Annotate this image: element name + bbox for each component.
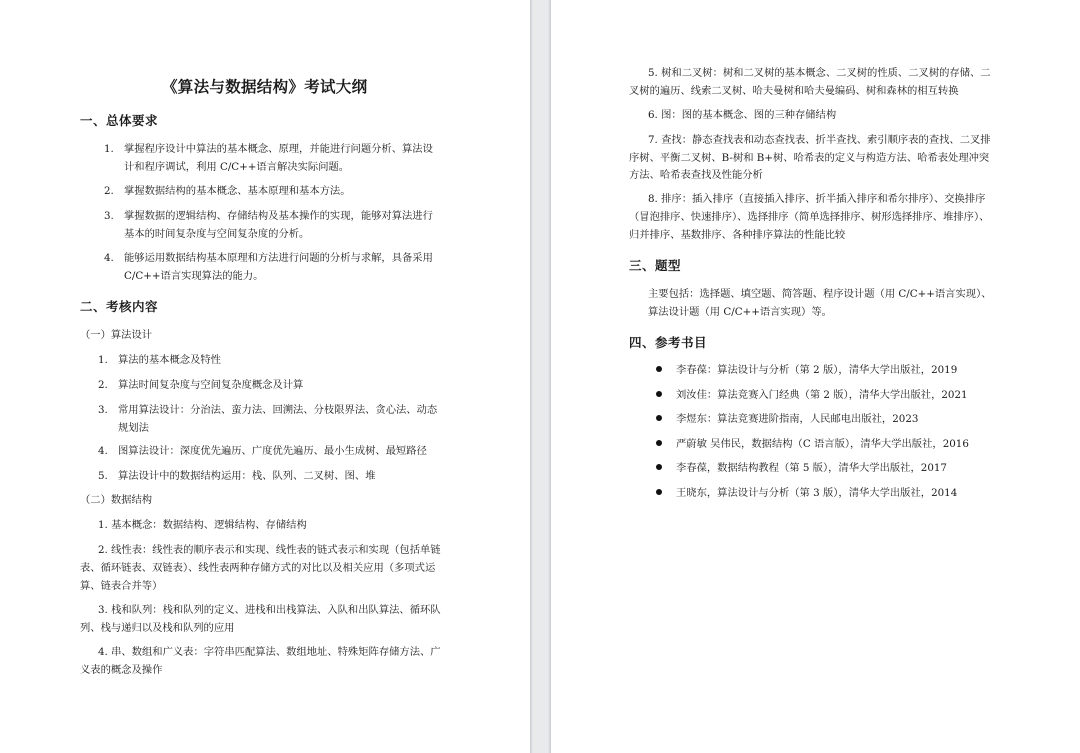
section-1-heading: 一、总体要求 xyxy=(80,113,159,128)
ds-3-line-1: 3. 栈和队列：栈和队列的定义、进栈和出栈算法、入队和出队算法、循环队 xyxy=(98,604,441,616)
ds-8-line-1: 8. 排序：插入排序（直接插入排序、折半插入排序和希尔排序）、交换排序 xyxy=(648,193,986,205)
req-4-line-2: C/C++语言实现算法的能力。 xyxy=(124,270,264,282)
ds-5-line-2: 叉树的遍历、线索二叉树、哈夫曼树和哈夫曼编码、树和森林的相互转换 xyxy=(629,85,959,97)
alg-2-num: 2. xyxy=(98,379,108,391)
bullet-icon xyxy=(656,489,662,495)
bullet-icon xyxy=(656,415,662,421)
alg-4-line-1: 图算法设计：深度优先遍历、广度优先遍历、最小生成树、最短路径 xyxy=(118,445,427,457)
alg-4-num: 4. xyxy=(98,445,108,457)
bullet-icon xyxy=(656,440,662,446)
book-5: 李春葆，数据结构教程（第 5 版），清华大学出版社，2017 xyxy=(676,462,947,474)
alg-5-num: 5. xyxy=(98,470,108,482)
ds-1-line-1: 1. 基本概念：数据结构、逻辑结构、存储结构 xyxy=(98,519,307,531)
alg-3-line-1: 常用算法设计：分治法、蛮力法、回溯法、分枝限界法、贪心法、动态 xyxy=(118,404,438,416)
book-6: 王晓东，算法设计与分析（第 3 版），清华大学出版社，2014 xyxy=(676,487,958,499)
req-3-line-1: 掌握数据的逻辑结构、存储结构及基本操作的实现，能够对算法进行 xyxy=(124,210,433,222)
ds-4-line-2: 义表的概念及操作 xyxy=(80,664,163,676)
ds-3-line-2: 列、栈与递归以及栈和队列的应用 xyxy=(80,622,235,634)
ds-5-line-1: 5. 树和二叉树：树和二叉树的基本概念、二叉树的性质、二叉树的存储、二 xyxy=(648,67,991,79)
book-4: 严蔚敏 吴伟民，数据结构（C 语言版），清华大学出版社，2016 xyxy=(676,438,969,450)
req-1-line-2: 计和程序调试，利用 C/C++语言解决实际问题。 xyxy=(124,161,350,173)
req-4-line-1: 能够运用数据结构基本原理和方法进行问题的分析与求解，具备采用 xyxy=(124,252,433,264)
req-3-num: 3. xyxy=(104,210,114,222)
section-2-heading: 二、考核内容 xyxy=(80,299,159,314)
bullet-icon xyxy=(656,464,662,470)
alg-5-line-1: 算法设计中的数据结构运用：栈、队列、二叉树、图、堆 xyxy=(118,470,376,482)
ds-7-line-1: 7. 查找：静态查找表和动态查找表、折半查找、索引顺序表的查找、二叉排 xyxy=(648,134,991,146)
alg-1-num: 1. xyxy=(98,354,108,366)
document-page-left xyxy=(0,0,530,753)
req-1-num: 1. xyxy=(104,143,114,155)
ds-2-line-1: 2. 线性表：线性表的顺序表示和实现、线性表的链式表示和实现（包括单链 xyxy=(98,544,441,556)
bullet-icon xyxy=(656,391,662,397)
question-types-line-1: 主要包括：选择题、填空题、简答题、程序设计题（用 C/C++语言实现）、 xyxy=(648,288,992,300)
section-4-heading: 四、参考书目 xyxy=(629,335,708,350)
document-page-right xyxy=(551,0,1080,753)
ds-2-line-3: 算、链表合并等） xyxy=(80,580,163,592)
book-3: 李煜东：算法竞赛进阶指南，人民邮电出版社，2023 xyxy=(676,413,919,425)
book-1: 李春葆：算法设计与分析（第 2 版），清华大学出版社，2019 xyxy=(676,364,958,376)
bullet-icon xyxy=(656,366,662,372)
alg-2-line-1: 算法时间复杂度与空间复杂度概念及计算 xyxy=(118,379,304,391)
document-title: 《算法与数据结构》考试大纲 xyxy=(162,77,368,96)
subsection-algorithm-heading: （一）算法设计 xyxy=(80,329,153,341)
section-3-heading: 三、题型 xyxy=(629,258,682,273)
question-types-line-2: 算法设计题（用 C/C++语言实现）等。 xyxy=(648,306,832,318)
req-4-num: 4. xyxy=(104,252,114,264)
alg-3-num: 3. xyxy=(98,404,108,416)
page-gap xyxy=(530,0,551,753)
ds-7-line-3: 方法、哈希表查找及性能分析 xyxy=(629,169,763,181)
book-2: 刘汝佳：算法竞赛入门经典（第 2 版），清华大学出版社，2021 xyxy=(676,389,968,401)
alg-1-line-1: 算法的基本概念及特性 xyxy=(118,354,221,366)
subsection-datastructure-heading: （二）数据结构 xyxy=(80,494,153,506)
ds-7-line-2: 序树、平衡二叉树、B-树和 B+树、哈希表的定义与构造方法、哈希表处理冲突 xyxy=(629,152,990,164)
ds-2-line-2: 表、循环链表、双链表）、线性表两种存储方式的对比以及相关应用（多项式运 xyxy=(80,562,436,574)
req-2-line-1: 掌握数据结构的基本概念、基本原理和基本方法。 xyxy=(124,185,351,197)
alg-3-line-2: 规划法 xyxy=(118,422,149,434)
ds-8-line-3: 归并排序、基数排序、各种排序算法的性能比较 xyxy=(629,229,846,241)
ds-8-line-2: （冒泡排序、快速排序）、选择排序（简单选择排序、树形选择排序、堆排序）、 xyxy=(629,211,990,223)
req-2-num: 2. xyxy=(104,185,114,197)
ds-4-line-1: 4. 串、数组和广义表：字符串匹配算法、数组地址、特殊矩阵存储方法、广 xyxy=(98,646,441,658)
ds-6-line-1: 6. 图：图的基本概念、图的三种存储结构 xyxy=(648,109,837,121)
req-3-line-2: 基本的时间复杂度与空间复杂度的分析。 xyxy=(124,228,310,240)
req-1-line-1: 掌握程序设计中算法的基本概念、原理，并能进行问题分析、算法设 xyxy=(124,143,433,155)
